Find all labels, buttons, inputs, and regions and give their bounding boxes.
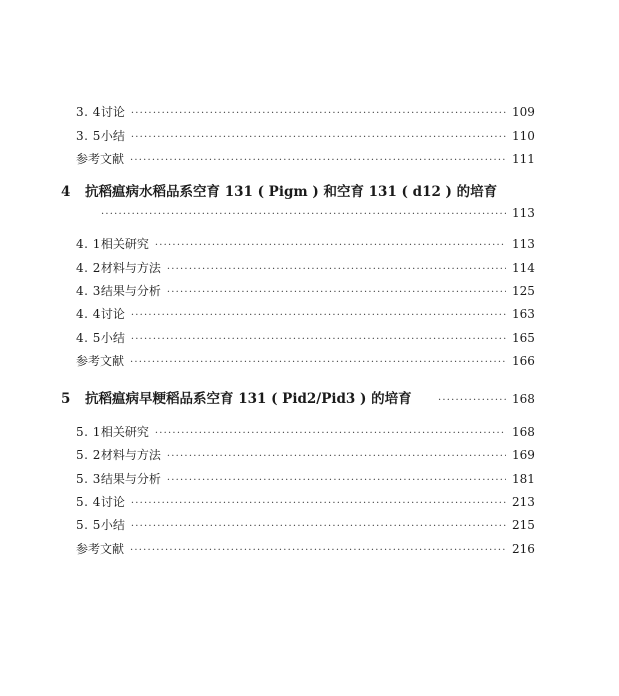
toc-entry-title: 材料与方法 [100, 448, 161, 462]
toc-entry-5-1[interactable] [76, 423, 534, 440]
toc-entry-4-2[interactable] [76, 259, 534, 276]
toc-entry-references-5[interactable] [76, 540, 534, 557]
toc-entry-title: 讨论 [100, 495, 125, 509]
toc-entry-number: 5. 3 [76, 472, 101, 486]
toc-entry-number: 5. 2 [76, 448, 101, 462]
toc-entry-4-4[interactable] [76, 305, 534, 322]
toc-entry-page: 213 [512, 495, 535, 509]
toc-entry-page: 113 [512, 237, 535, 251]
dot-leader [155, 240, 506, 251]
dot-leader [130, 545, 506, 556]
toc-entry-number: 3. 5 [76, 129, 101, 143]
toc-entry-page: 168 [512, 425, 535, 439]
toc-entry-number: 4. 3 [76, 284, 101, 298]
toc-entry-page: 110 [512, 129, 535, 143]
toc-entry-title: 讨论 [100, 105, 125, 119]
dot-leader [167, 264, 506, 275]
toc-entry-title: 小结 [100, 129, 125, 143]
toc-entry-5-4[interactable] [76, 493, 534, 510]
chapter-title: 抗稻瘟病早粳稻品系空育 131 ( Pid2/Pid3 ) 的培育 [85, 391, 412, 407]
toc-entry-4-5[interactable] [76, 329, 534, 346]
toc-entry-number: 4. 5 [76, 331, 101, 345]
toc-entry-page: 166 [512, 354, 535, 368]
dot-leader [131, 132, 506, 143]
chapter-number: 5 [61, 391, 71, 407]
toc-entry-references-4[interactable] [76, 352, 534, 369]
toc-entry-5-2[interactable] [76, 446, 534, 463]
toc-entry-page: 109 [512, 105, 535, 119]
toc-entry-title: 参考文献 [76, 152, 125, 166]
toc-entry-number: 5. 5 [76, 518, 101, 532]
toc-entry-title: 小结 [100, 518, 125, 532]
toc-entry-title: 结果与分析 [100, 284, 161, 298]
toc-entry-title: 相关研究 [100, 425, 149, 439]
toc-entry-title: 参考文献 [76, 354, 125, 368]
toc-entry-title: 小结 [100, 331, 125, 345]
dot-leader [131, 108, 506, 119]
dot-leader [167, 475, 506, 486]
toc-entry-page: 111 [512, 152, 535, 166]
dot-leader [438, 395, 506, 406]
toc-entry-title: 讨论 [100, 307, 125, 321]
dot-leader [130, 155, 506, 166]
toc-entry-5-3[interactable] [76, 470, 534, 487]
toc-entry-page: 114 [512, 261, 535, 275]
toc-entry-number: 3. 4 [76, 105, 101, 119]
toc-entry-number: 4. 4 [76, 307, 101, 321]
toc-entry-title: 参考文献 [76, 542, 125, 556]
dot-leader [167, 287, 506, 298]
toc-entry-title: 材料与方法 [100, 261, 161, 275]
toc-entry-page: 181 [512, 472, 535, 486]
chapter-4-heading[interactable] [61, 180, 534, 200]
dot-leader [131, 334, 506, 345]
toc-entry-references-3[interactable] [76, 150, 534, 167]
toc-entry-page: 125 [512, 284, 535, 298]
toc-entry-number: 4. 2 [76, 261, 101, 275]
toc-entry-4-1[interactable] [76, 235, 534, 252]
chapter-title: 抗稻瘟病水稻品系空育 131 ( Pigm ) 和空育 131 ( d12 ) 的培育 [85, 184, 498, 200]
dot-leader [155, 428, 506, 439]
toc-entry-page: 216 [512, 542, 535, 556]
dot-leader [130, 357, 506, 368]
toc-entry-number: 5. 4 [76, 495, 101, 509]
toc-entry-page: 163 [512, 307, 535, 321]
toc-entry-5-5[interactable] [76, 516, 534, 533]
toc-entry-3-4[interactable] [76, 103, 534, 120]
dot-leader [131, 498, 506, 509]
dot-leader [167, 451, 506, 462]
toc-entry-page: 169 [512, 448, 535, 462]
toc-entry-title: 结果与分析 [100, 472, 161, 486]
toc-entry-3-5[interactable] [76, 127, 534, 144]
toc-entry-4-3[interactable] [76, 282, 534, 299]
dot-leader [101, 209, 506, 220]
chapter-number: 4 [61, 184, 71, 200]
toc-entry-number: 4. 1 [76, 237, 101, 251]
chapter-page: 113 [512, 206, 535, 220]
chapter-page: 168 [512, 392, 535, 406]
toc-entry-title: 相关研究 [100, 237, 149, 251]
dot-leader [131, 521, 506, 532]
chapter-5-heading[interactable] [61, 387, 534, 407]
toc-entry-number: 5. 1 [76, 425, 101, 439]
dot-leader [131, 310, 506, 321]
chapter-4-leader-line [101, 206, 534, 220]
toc-entry-page: 215 [512, 518, 535, 532]
toc-entry-page: 165 [512, 331, 535, 345]
